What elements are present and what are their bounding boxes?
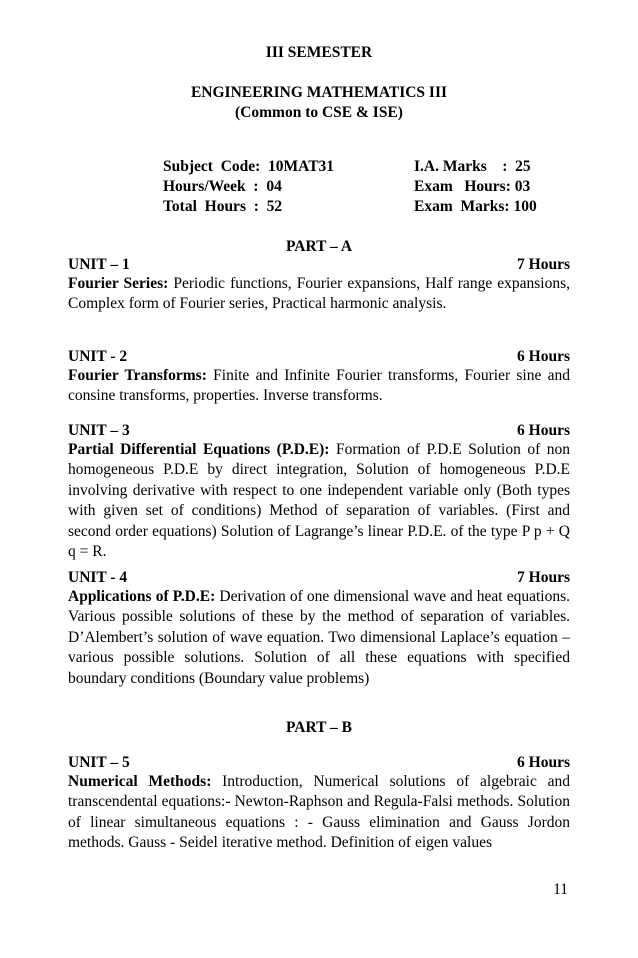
unit-heading — [68, 754, 570, 772]
unit-label: UNIT – 5 — [68, 754, 130, 771]
unit-description — [68, 366, 570, 407]
unit-hours: 6 Hours — [517, 348, 570, 365]
part-b-heading: PART – B — [285, 719, 353, 736]
unit-label: UNIT – 1 — [68, 256, 130, 273]
unit-text: Finite and Infinite Fourier transforms, Fourier sine and consine transforms, properties. Inverse transforms. — [68, 367, 570, 405]
unit-label: UNIT - 2 — [68, 348, 128, 365]
unit-text: Formation of P.D.E Solution of non homogeneous P.D.E by direct integration, Solution of homogeneous P.D.E involving derivative with respect to one independent variable only (Both types with given set of conditions) Method of separation of variables. (First and second order equations) Solution of Lagrange’s linear P.D.E. of the type P p + Q q = R. — [68, 441, 570, 561]
part-a-heading: PART – A — [285, 238, 353, 255]
total-hours: Total Hours : 52 — [163, 198, 283, 215]
course-title: ENGINEERING MATHEMATICS III — [190, 84, 448, 101]
unit-hours: 7 Hours — [517, 256, 570, 273]
unit-description — [68, 274, 570, 315]
unit-heading — [68, 569, 570, 587]
unit-topic: Numerical Methods: — [68, 773, 212, 790]
unit-description — [68, 587, 570, 689]
unit-heading — [68, 348, 570, 366]
unit-hours: 6 Hours — [517, 754, 570, 771]
unit-description — [68, 440, 570, 562]
unit-topic: Applications of P.D.E: — [68, 588, 216, 605]
semester-heading: III SEMESTER — [265, 44, 373, 61]
unit-topic: Partial Differential Equations (P.D.E): — [68, 441, 330, 458]
unit-text: Introduction, Numerical solutions of algebraic and transcendental equations:- Newton-Raphson and Regula-Falsi methods. Solution of linear simultaneous equations : - Gauss elimination and Gauss Jordon methods. Gauss - Seidel iterative method. Definition of eigen values — [68, 773, 570, 852]
unit-text: Derivation of one dimensional wave and heat equations. Various possible solutions of these by the method of separation of variables. D’Alembert’s solution of wave equation. Two dimensional Laplace’s equation – various possible solutions. Solution of all these equations with specified boundary conditions (Boundary value problems) — [68, 588, 570, 687]
unit-hours: 6 Hours — [517, 422, 570, 439]
unit-hours: 7 Hours — [517, 569, 570, 586]
page-number: 11 — [553, 881, 568, 898]
exam-hours: Exam Hours: 03 — [414, 178, 531, 195]
unit-label: UNIT - 4 — [68, 569, 128, 586]
unit-heading — [68, 256, 570, 274]
course-note: (Common to CSE & ISE) — [235, 104, 403, 121]
exam-marks: Exam Marks: 100 — [414, 198, 537, 215]
unit-description — [68, 772, 570, 854]
hours-per-week: Hours/Week : 04 — [163, 178, 282, 195]
subject-code: Subject Code: 10MAT31 — [163, 158, 335, 175]
ia-marks: I.A. Marks : 25 — [414, 158, 531, 175]
unit-label: UNIT – 3 — [68, 422, 130, 439]
unit-heading — [68, 422, 570, 440]
unit-topic: Fourier Transforms: — [68, 367, 207, 384]
unit-text: Periodic functions, Fourier expansions, Half range expansions, Complex form of Fourier series, Practical harmonic analysis. — [68, 275, 570, 313]
unit-topic: Fourier Series: — [68, 275, 169, 292]
